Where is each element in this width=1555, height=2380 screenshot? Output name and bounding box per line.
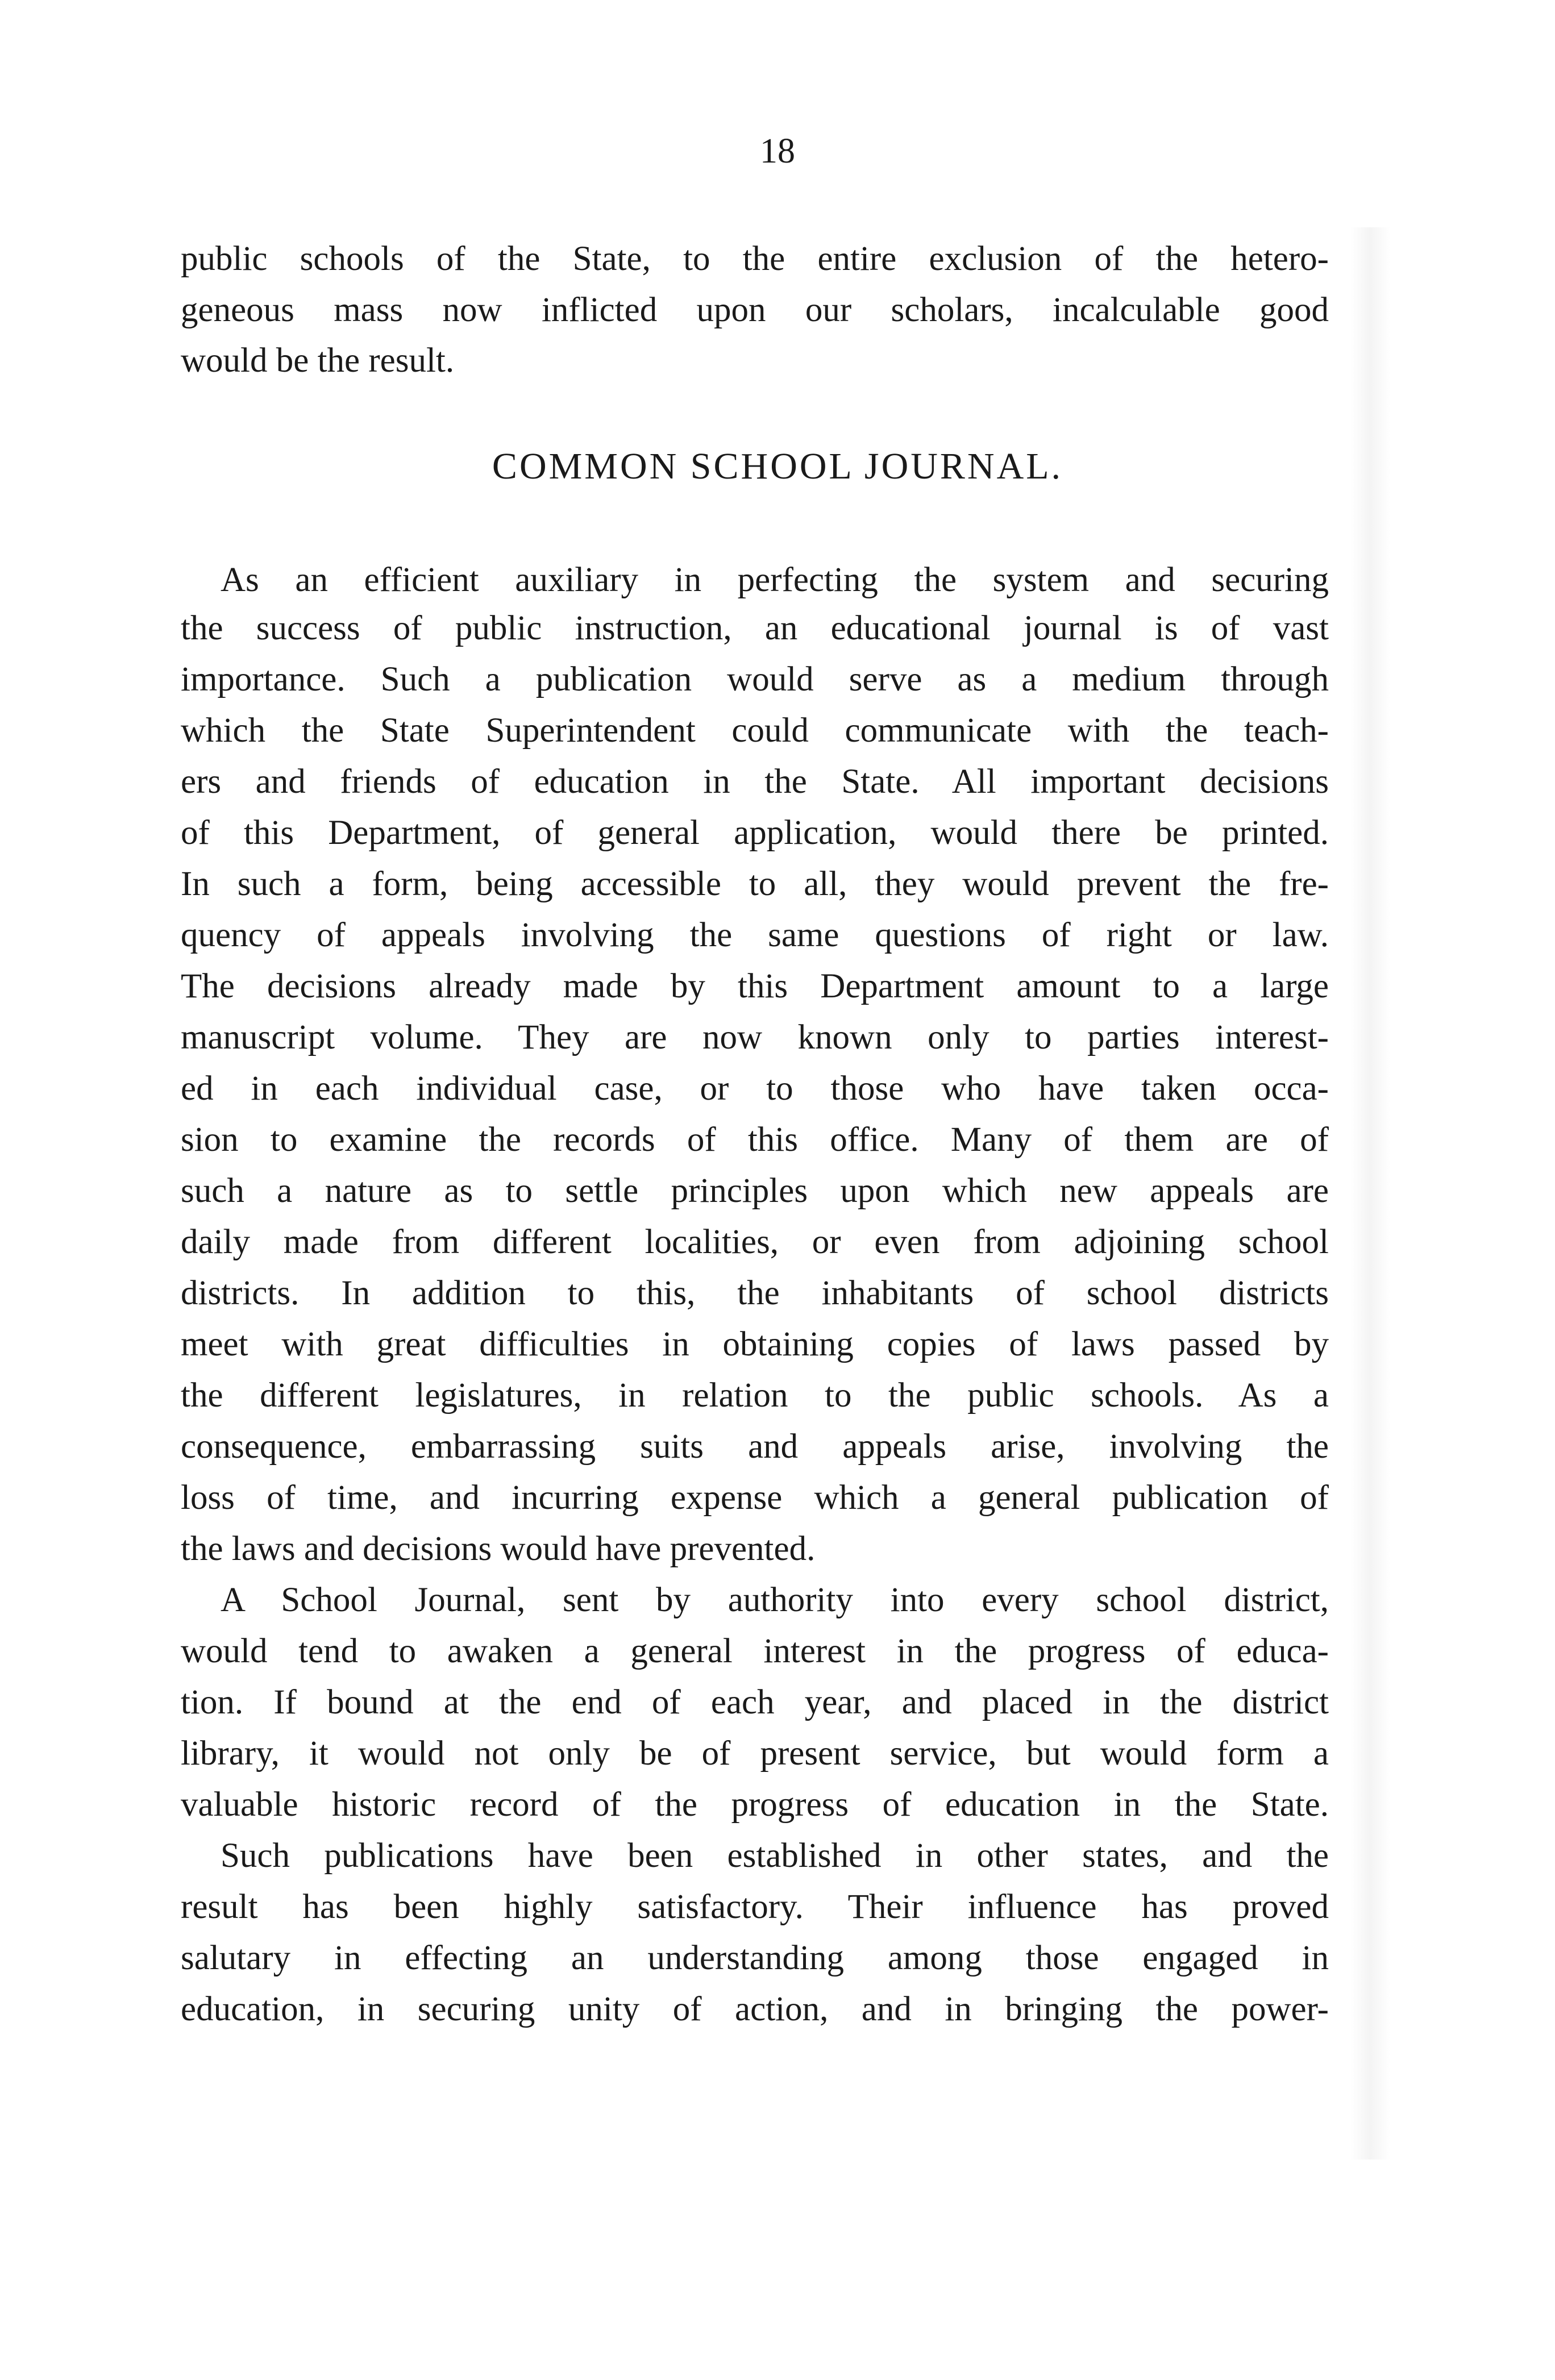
body-line: education, in securing unity of action, and in bringing the power-: [181, 1990, 1329, 2028]
body-line: A School Journal, sent by authority into every school district,: [221, 1581, 1329, 1619]
body-line: valuable historic record of the progress of education in the State.: [181, 1786, 1329, 1824]
body-line: daily made from different localities, or even from adjoining school: [181, 1223, 1329, 1261]
body-line: The decisions already made by this Department amount to a large: [181, 967, 1329, 1005]
body-line: salutary in effecting an understanding among those engaged in: [181, 1939, 1329, 1977]
intro-line: public schools of the State, to the entire exclusion of the hetero-: [181, 240, 1329, 278]
body-line: the success of public instruction, an educational journal is of vast: [181, 609, 1329, 647]
body-line: which the State Superintendent could communicate with the teach-: [181, 711, 1329, 750]
section-heading: COMMON SCHOOL JOURNAL.: [492, 446, 1063, 487]
body-line: would tend to awaken a general interest in the progress of educa-: [181, 1632, 1329, 1670]
body-line: ed in each individual case, or to those who have taken occa-: [181, 1070, 1329, 1108]
body-line: of this Department, of general application, would there be printed.: [181, 814, 1329, 852]
body-line: manuscript volume. They are now known only to parties interest-: [181, 1018, 1329, 1056]
body-line: consequence, embarrassing suits and appeals arise, involving the: [181, 1428, 1329, 1466]
body-line: tion. If bound at the end of each year, and placed in the district: [181, 1683, 1329, 1721]
body-line: library, it would not only be of present service, but would form a: [181, 1734, 1329, 1772]
page-number: 18: [760, 132, 795, 170]
gutter-shadow: [1350, 227, 1390, 2160]
body-line: the laws and decisions would have prevented.: [181, 1530, 816, 1568]
intro-line: would be the result.: [181, 342, 455, 380]
body-line: quency of appeals involving the same questions of right or law.: [181, 916, 1329, 954]
body-line: result has been highly satisfactory. Their influence has proved: [181, 1888, 1329, 1926]
body-line: the different legislatures, in relation to the public schools. As a: [181, 1376, 1329, 1414]
body-line: Such publications have been established in other states, and the: [221, 1837, 1329, 1875]
body-line: importance. Such a publication would serve as a medium through: [181, 660, 1329, 698]
body-line: loss of time, and incurring expense which a general publication of: [181, 1479, 1329, 1517]
intro-line: geneous mass now inflicted upon our scholars, incalculable good: [181, 291, 1329, 329]
body-line: meet with great difficulties in obtaining copies of laws passed by: [181, 1325, 1329, 1363]
body-line: As an efficient auxiliary in perfecting the system and securing: [221, 561, 1329, 599]
body-line: districts. In addition to this, the inhabitants of school districts: [181, 1274, 1329, 1312]
body-line: ers and friends of education in the State. All important decisions: [181, 763, 1329, 801]
body-line: sion to examine the records of this office. Many of them are of: [181, 1121, 1329, 1159]
body-line: such a nature as to settle principles upon which new appeals are: [181, 1172, 1329, 1210]
body-line: In such a form, being accessible to all, they would prevent the fre-: [181, 865, 1329, 903]
